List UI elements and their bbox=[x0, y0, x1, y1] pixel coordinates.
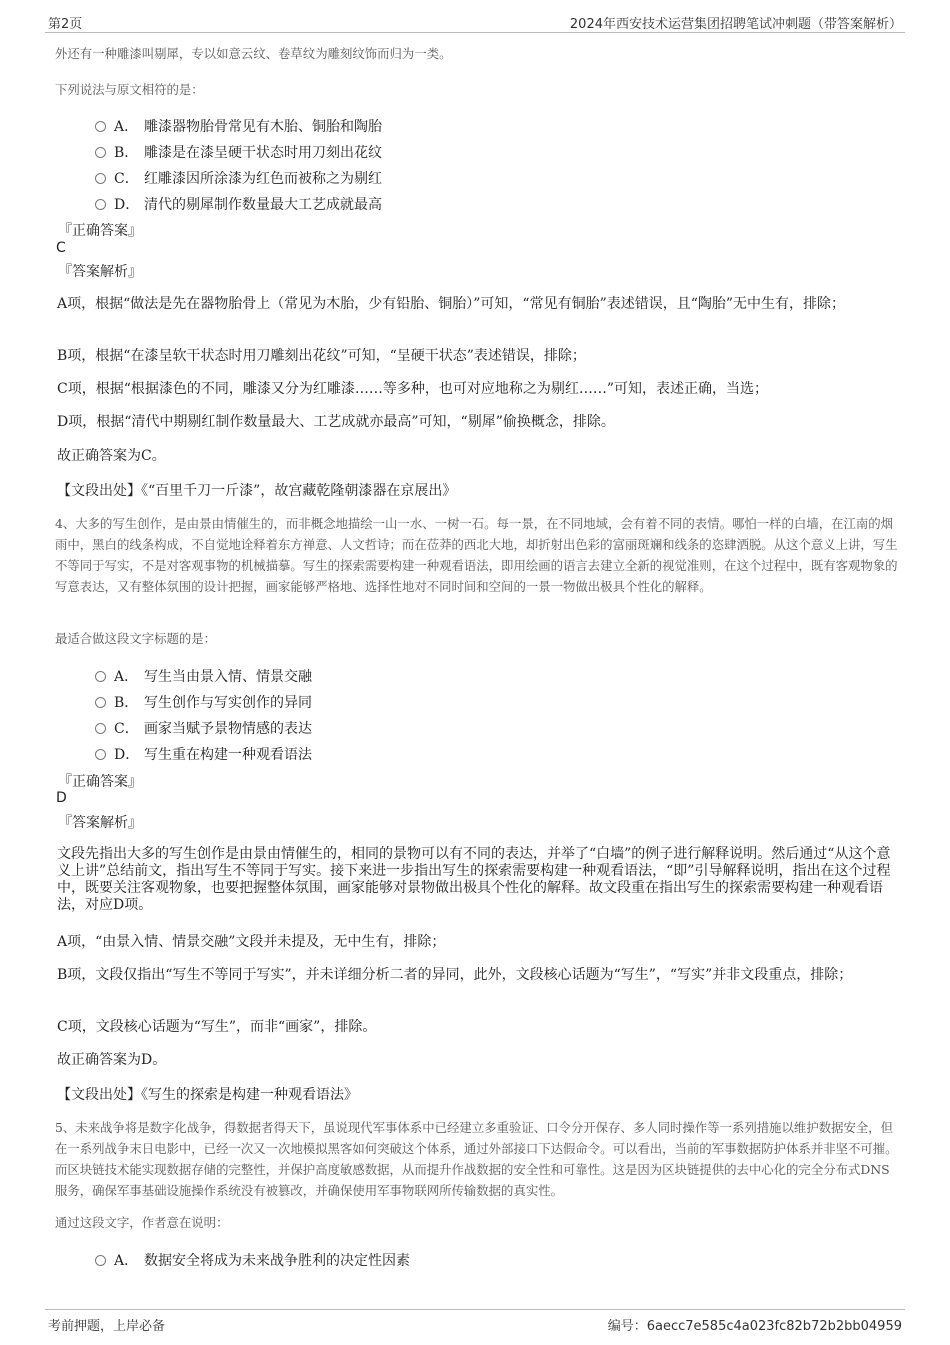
radio-icon[interactable] bbox=[95, 1255, 106, 1266]
q4-passage: 4、大多的写生创作，是由景由情催生的，而非概念地描绘一山一水、一树一石。每一景，在不同地域，会有着不同的表情。哪怕一样的白墙，在江南的烟雨中，黑白的线条构成，不自觉地诠释着东方禅意、人文哲诗；而在莅莽的西北大地，却折射出色彩的富丽斑斓和线条的恣肆洒脱。从这个意义上讲，写生不等同于写实，不是对客观事物的机械描摹。写生的探索需要构建一种观看语法，即用绘画的语言去建立全新的视觉准则，在这个过程中，既有客观物象的写意表达，又有整体氛围的设计把握，画家能够严格地、选择性地对不同时间和空间的一景一物做出极具个性化的解释。 bbox=[55, 516, 898, 594]
q4-analysis-b: B项，文段仅指出“写生不等同于写实”，并未详细分析二者的异同，此外，文段核心话题为“写生”，“写实”并非文段重点，排除； bbox=[57, 967, 853, 983]
q3-source: 【文段出处】《“百里千刀一斤漆”，故宫藏乾隆朝漆器在京展出》 bbox=[57, 483, 457, 499]
radio-icon[interactable] bbox=[95, 173, 106, 184]
q3-context: 外还有一种雕漆叫剔犀，专以如意云纹、卷草纹为雕刻纹饰而归为一类。 bbox=[55, 46, 452, 61]
q4-prompt: 最适合做这段文字标题的是： bbox=[55, 631, 217, 646]
page-header bbox=[45, 10, 905, 33]
q4-option-a[interactable]: A． 写生当由景入情、情景交融 bbox=[95, 666, 312, 686]
q4-conclusion: 故正确答案为D。 bbox=[57, 1052, 167, 1068]
q4-source: 【文段出处】《写生的探索是构建一种观看语法》 bbox=[57, 1087, 358, 1103]
q4-answer: D bbox=[56, 790, 67, 806]
radio-icon[interactable] bbox=[95, 199, 106, 210]
page-number: 第2页 bbox=[48, 17, 83, 32]
q5-option-a[interactable]: A． 数据安全将成为未来战争胜利的决定性因素 bbox=[95, 1250, 410, 1270]
q4-answer-label: 『正确答案』 bbox=[58, 774, 142, 790]
q3-option-c[interactable]: C． 红雕漆因所涂漆为红色而被称之为剔红 bbox=[95, 168, 382, 188]
q3-option-b[interactable]: B． 雕漆是在漆呈硬干状态时用刀刻出花纹 bbox=[95, 142, 382, 162]
q3-analysis-b: B项，根据“在漆呈软干状态时用刀雕刻出花纹”可知，“呈硬干状态”表述错误，排除； bbox=[57, 348, 586, 364]
radio-icon[interactable] bbox=[95, 697, 106, 708]
q4-option-d[interactable]: D． 写生重在构建一种观看语法 bbox=[95, 744, 312, 764]
q3-option-a[interactable]: A． 雕漆器物胎骨常见有木胎、铜胎和陶胎 bbox=[95, 116, 382, 136]
q5-prompt: 通过这段文字，作者意在说明： bbox=[55, 1215, 229, 1230]
footer-serial: 编号：6aecc7e585c4a023fc82b72b2bb04959 bbox=[607, 1319, 902, 1334]
footer-slogan: 考前押题，上岸必备 bbox=[48, 1319, 166, 1334]
q3-analysis-label: 『答案解析』 bbox=[58, 264, 142, 280]
q3-answer: C bbox=[56, 240, 66, 256]
q4-analysis-intro: 文段先指出大多的写生创作是由景由情催生的，相同的景物可以有不同的表达，并举了“白墙”的例子进行解释说明。然后通过“从这个意义上讲”总结前文，指出写生不等同于写实。接下来进一步指出写生的探索需要构建一种观看语法，“即”引导解释说明，指出在这个过程中，既要关注客观物象，也要把握整体氛围，画家能够对景物做出极具个性化的解释。故文段重在指出写生的探索需要构建一种观看语法，对应D项。 bbox=[57, 846, 891, 913]
doc-title: 2024年西安技术运营集团招聘笔试冲刺题（带答案解析） bbox=[569, 17, 902, 32]
page-footer bbox=[45, 1309, 905, 1336]
q4-analysis-label: 『答案解析』 bbox=[58, 815, 142, 831]
q3-answer-label: 『正确答案』 bbox=[58, 223, 142, 239]
q4-option-b[interactable]: B． 写生创作与写实创作的异同 bbox=[95, 692, 312, 712]
q4-option-c[interactable]: C． 画家当赋予景物情感的表达 bbox=[95, 718, 312, 738]
radio-icon[interactable] bbox=[95, 147, 106, 158]
q3-conclusion: 故正确答案为C。 bbox=[57, 448, 166, 464]
q3-analysis-c: C项，根据“根据漆色的不同，雕漆又分为红雕漆……等多种，也可对应地称之为剔红……”可知，表述正确，当选； bbox=[57, 381, 769, 397]
radio-icon[interactable] bbox=[95, 671, 106, 682]
radio-icon[interactable] bbox=[95, 121, 106, 132]
radio-icon[interactable] bbox=[95, 749, 106, 760]
q3-analysis-d: D项，根据“清代中期剔红制作数量最大、工艺成就亦最高”可知，“剔犀”偷换概念，排除。 bbox=[57, 414, 615, 430]
q3-analysis-a: A项，根据“做法是先在器物胎骨上（常见为木胎，少有铅胎、铜胎）”可知，“常见有铜胎”表述错误，且“陶胎”无中生有，排除； bbox=[57, 296, 846, 312]
q5-passage: 5、未来战争将是数字化战争，得数据者得天下，虽说现代军事体系中已经建立多重验证、口令分开保存、多人同时操作等一系列措施以维护数据安全，但在一系列战争末日电影中，已经一次又一次地模拟黑客如何突破这个体系，通过外部接口下达假命令。可以看出，当前的军事数据防护体系并非坚不可摧。而区块链技术能实现数据存储的完整性，并保护高度敏感数据，从而提升作战数据的安全性和可靠性。这是因为区块链提供的去中心化的完全分布式DNS服务，确保军事基础设施操作系统没有被篡改，并确保使用军事物联网所传输数据的真实性。 bbox=[55, 1120, 898, 1198]
q3-option-d[interactable]: D． 清代的剔犀制作数量最大工艺成就最高 bbox=[95, 194, 382, 214]
q4-analysis-a: A项，“由景入情、情景交融”文段并未提及，无中生有，排除； bbox=[57, 934, 446, 950]
q3-prompt: 下列说法与原文相符的是： bbox=[55, 82, 204, 97]
q4-analysis-c: C项，文段核心话题为“写生”，而非“画家”，排除。 bbox=[57, 1019, 377, 1035]
radio-icon[interactable] bbox=[95, 723, 106, 734]
